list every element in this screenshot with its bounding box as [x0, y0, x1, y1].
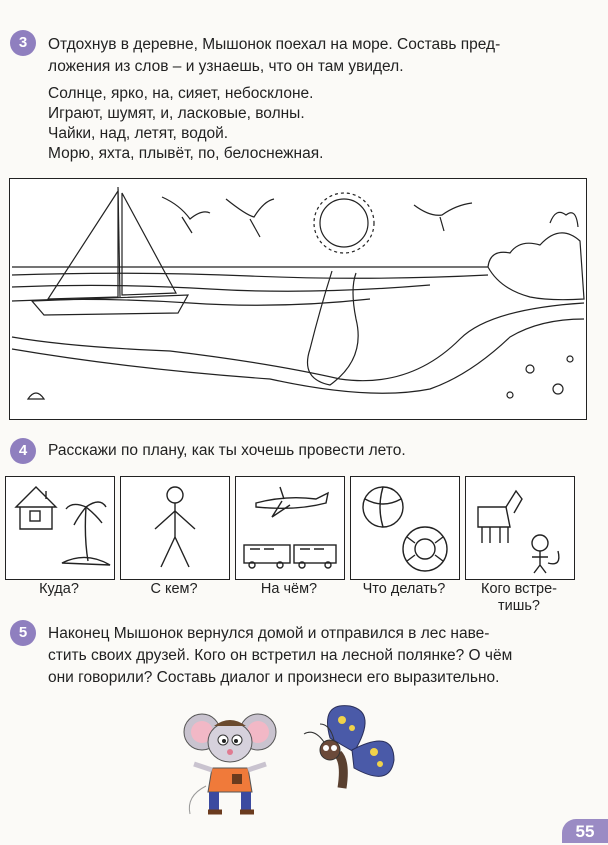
task-5-line-1: Наконец Мышонок вернулся домой и отправился в лес наве- — [48, 625, 490, 642]
mouse-character-illustration — [180, 706, 280, 818]
plan-card-with-whom — [120, 476, 230, 580]
plan-question-what-to-do: Что делать? — [362, 581, 446, 597]
task-3-word-line-2: Играют, шумят, и, ласковые, волны. — [48, 105, 305, 122]
plane-train-icon — [236, 477, 344, 579]
task-5-line-2: стить своих друзей. Кого он встретил на лесной полянке? О чём — [48, 647, 513, 664]
goat-monkey-icon — [466, 477, 574, 579]
task-3-word-line-1: Солнце, ярко, на, сияет, небосклоне. — [48, 85, 314, 102]
sea-scene-coloring-picture — [9, 178, 587, 420]
plan-question-on-what: На чём? — [260, 581, 318, 597]
plan-question-where: Куда? — [39, 581, 79, 597]
butterfly-character-illustration — [290, 698, 400, 804]
task-3-intro-line-1: Отдохнув в деревне, Мышонок поехал на море. Составь пред- — [48, 36, 501, 53]
task-5-badge: 5 — [10, 620, 36, 646]
task-4-text: Расскажи по плану, как ты хочешь провести лето. — [48, 442, 406, 459]
task-3-intro-line-2: ложения из слов – и узнаешь, что он там увидел. — [48, 58, 404, 75]
plan-card-on-what — [235, 476, 345, 580]
house-palm-icon — [6, 477, 114, 579]
task-4-badge: 4 — [10, 438, 36, 464]
task-3-badge: 3 — [10, 30, 36, 56]
plan-question-whom-meet — [460, 581, 578, 615]
stick-figure-icon — [121, 477, 229, 579]
plan-question-with-whom: С кем? — [150, 581, 198, 597]
plan-question-whom-meet-line-2: тишь? — [498, 598, 540, 614]
task-5-line-3: они говорили? Составь диалог и произнеси его выразительно. — [48, 669, 500, 686]
page-number: 55 — [562, 819, 608, 843]
plan-card-what-to-do — [350, 476, 460, 580]
plan-question-whom-meet-line-1: Кого встре- — [481, 581, 557, 597]
plan-card-whom-meet — [465, 476, 575, 580]
ball-ring-icon — [351, 477, 459, 579]
task-3-word-line-3: Чайки, над, летят, водой. — [48, 125, 229, 142]
task-3-word-line-4: Морю, яхта, плывёт, по, белоснежная. — [48, 145, 324, 162]
plan-card-where — [5, 476, 115, 580]
